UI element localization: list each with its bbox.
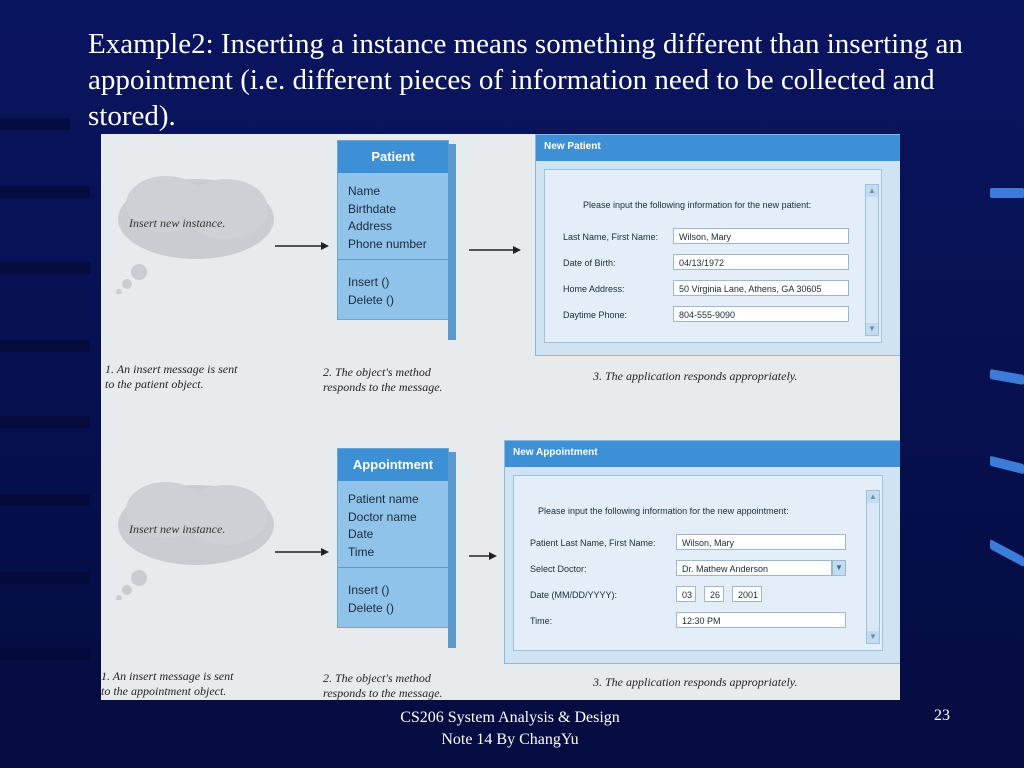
- field-label: Daytime Phone:: [563, 310, 628, 320]
- date-month-field[interactable]: 03: [676, 586, 696, 602]
- window-title: New Patient: [536, 135, 900, 161]
- figure-panel: [101, 134, 900, 700]
- field-label: Patient Last Name, First Name:: [530, 538, 656, 548]
- bg-stripe: [0, 416, 90, 428]
- slide-title: Example2: Inserting a instance means something different than inserting an appointment (i.e. different pieces of information need to be collected and stored).: [88, 28, 963, 132]
- arrow-icon: [469, 550, 497, 562]
- new-appointment-window: [504, 440, 900, 664]
- caption-step1: 1. An insert message is sent to the appointment object.: [101, 669, 234, 698]
- caption-step3: 3. The application responds appropriately.: [593, 675, 798, 689]
- footer-course: CS206 System Analysis & Design: [400, 709, 620, 726]
- caption-step3: 3. The application responds appropriately.: [593, 369, 798, 383]
- window-title: New Appointment: [505, 441, 900, 467]
- page-number: 23: [934, 707, 950, 724]
- bg-stripe: [0, 118, 70, 130]
- arrow-icon: [275, 546, 329, 558]
- new-patient-window: [535, 134, 900, 356]
- method: Insert (): [348, 583, 390, 597]
- cloud-text: Insert new instance.: [129, 216, 226, 230]
- class-box-shadow: [448, 452, 456, 648]
- scroll-down-icon[interactable]: ▼: [866, 323, 878, 335]
- name-field[interactable]: Wilson, Mary: [673, 228, 849, 244]
- attribute: Doctor name: [348, 509, 417, 524]
- attribute: Address: [348, 219, 393, 233]
- bg-dash: [990, 539, 1024, 567]
- caption-step2: 2. The object's method responds to the message.: [323, 365, 443, 394]
- bg-stripe: [0, 340, 90, 352]
- method: Delete (): [348, 292, 395, 307]
- patient-class-box: [337, 140, 449, 320]
- bg-dash: [990, 369, 1024, 385]
- field-label: Time:: [530, 616, 553, 626]
- scrollbar[interactable]: [866, 490, 880, 644]
- date-day-field[interactable]: 26: [704, 586, 724, 602]
- scrollbar[interactable]: [865, 184, 879, 336]
- field-label: Select Doctor:: [530, 564, 587, 574]
- class-methods: [338, 260, 448, 319]
- attribute: Time: [348, 544, 375, 559]
- footer-note: Note 14 By ChangYu: [441, 731, 579, 748]
- form-prompt: Please input the following information for the new appointment:: [538, 506, 789, 516]
- attribute: Date: [348, 527, 374, 541]
- bg-stripe: [0, 494, 90, 506]
- bg-stripe: [0, 186, 90, 198]
- class-name: Appointment: [338, 449, 448, 481]
- field-label: Home Address:: [563, 284, 625, 294]
- cloud-text: Insert new instance.: [129, 522, 226, 536]
- class-methods: [338, 568, 448, 627]
- scroll-up-icon[interactable]: ▲: [866, 185, 878, 197]
- time-field[interactable]: 12:30 PM: [676, 612, 846, 628]
- caption-step2: 2. The object's method responds to the message.: [323, 671, 443, 700]
- caption-step1: 1. An insert message is sent to the patient object.: [105, 362, 238, 391]
- attribute: Phone number: [348, 236, 427, 251]
- method: Insert (): [348, 275, 390, 289]
- attribute: Birthdate: [348, 201, 397, 216]
- arrow-icon: [469, 244, 521, 256]
- birth-date-field[interactable]: 04/13/1972: [673, 254, 849, 270]
- form-panel: [544, 169, 882, 343]
- patient-name-field[interactable]: Wilson, Mary: [676, 534, 846, 550]
- chevron-down-icon[interactable]: ▼: [832, 560, 846, 576]
- attribute: Name: [348, 184, 381, 198]
- address-field[interactable]: 50 Virginia Lane, Athens, GA 30605: [673, 280, 849, 296]
- doctor-select[interactable]: Dr. Mathew Anderson: [676, 560, 832, 576]
- appointment-class-box: [337, 448, 449, 628]
- slide-footer: [330, 707, 690, 751]
- form-prompt: Please input the following information for the new patient:: [583, 200, 812, 210]
- bg-stripe: [0, 262, 90, 274]
- scroll-down-icon[interactable]: ▼: [867, 631, 879, 643]
- date-year-field[interactable]: 2001: [732, 586, 762, 602]
- field-label: Date of Birth:: [563, 258, 616, 268]
- scroll-up-icon[interactable]: ▲: [867, 491, 879, 503]
- class-box-shadow: [448, 144, 456, 340]
- class-name: Patient: [338, 141, 448, 173]
- phone-field[interactable]: 804-555-9090: [673, 306, 849, 322]
- bg-stripe: [0, 648, 90, 660]
- arrow-icon: [275, 240, 329, 252]
- field-label: Last Name, First Name:: [563, 232, 659, 242]
- class-attributes: [338, 481, 448, 568]
- field-label: Date (MM/DD/YYYY):: [530, 590, 618, 600]
- bg-dash: [990, 456, 1024, 474]
- method: Delete (): [348, 600, 395, 615]
- class-attributes: [338, 173, 448, 260]
- form-panel: [513, 475, 883, 651]
- bg-dash: [990, 188, 1024, 198]
- bg-stripe: [0, 572, 90, 584]
- attribute: Patient name: [348, 492, 419, 506]
